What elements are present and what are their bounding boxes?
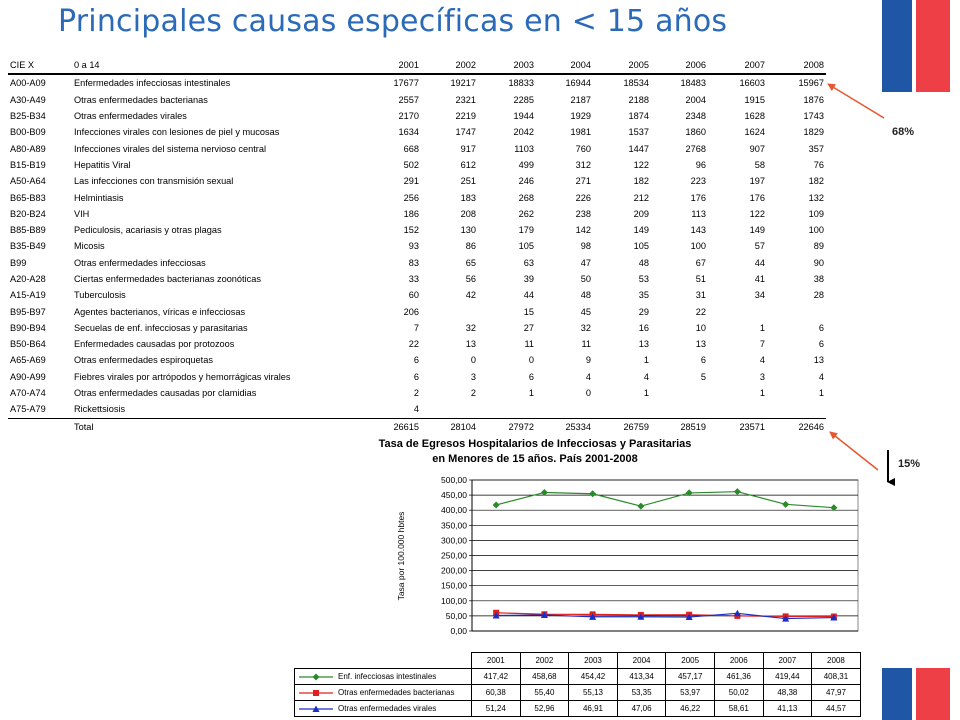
cie-code-cell: B25-B34 bbox=[10, 111, 46, 122]
count-cell: 271 bbox=[575, 176, 591, 187]
count-cell: 7 bbox=[759, 339, 765, 350]
cause-name-cell: Infecciones virales con lesiones de piel y mucosas bbox=[74, 127, 280, 138]
cie-code-cell: A30-A49 bbox=[10, 94, 46, 105]
count-cell: 176 bbox=[749, 192, 765, 203]
count-cell: 42 bbox=[465, 290, 476, 301]
data-label: 41,13 bbox=[763, 701, 812, 717]
cie-code-cell: A65-A69 bbox=[10, 355, 46, 366]
count-cell: 113 bbox=[691, 208, 706, 219]
data-label: 52,96 bbox=[520, 701, 569, 717]
data-table-series-row bbox=[295, 701, 861, 717]
count-cell: 6 bbox=[818, 322, 824, 333]
count-cell: 34 bbox=[754, 290, 765, 301]
count-cell: 41 bbox=[754, 274, 765, 284]
legend-key bbox=[297, 689, 335, 697]
count-cell: 3 bbox=[759, 371, 765, 382]
count-cell: 1 bbox=[528, 388, 534, 399]
cie-code-cell: B35-B49 bbox=[10, 241, 46, 252]
count-cell: 246 bbox=[518, 176, 534, 187]
count-cell: 2348 bbox=[685, 111, 706, 122]
pct-68-label: 68% bbox=[892, 126, 915, 138]
count-cell: 28519 bbox=[651, 418, 708, 435]
count-cell: 4 bbox=[585, 371, 591, 382]
count-cell: 4 bbox=[413, 404, 419, 415]
count-cell: 100 bbox=[690, 241, 706, 252]
data-label: 408,31 bbox=[812, 669, 861, 685]
count-cell: 53 bbox=[638, 274, 649, 284]
count-cell: 22 bbox=[408, 339, 419, 350]
count-cell: 1944 bbox=[513, 111, 534, 122]
data-label: 461,36 bbox=[714, 669, 763, 685]
data-label: 47,97 bbox=[812, 685, 861, 701]
count-cell: 18534 bbox=[623, 78, 649, 89]
cie-code-cell: B95-B97 bbox=[10, 306, 46, 317]
cause-name-cell: Tuberculosis bbox=[74, 290, 126, 301]
count-cell: 98 bbox=[580, 241, 591, 252]
count-cell: 226 bbox=[575, 192, 591, 203]
count-cell: 17677 bbox=[393, 78, 419, 89]
count-cell: 2001 bbox=[364, 57, 421, 74]
count-cell: 22646 bbox=[767, 418, 826, 435]
data-label: 457,17 bbox=[666, 669, 715, 685]
count-cell: 4 bbox=[759, 355, 765, 366]
cause-name-cell: 0 a 14 bbox=[72, 57, 364, 74]
count-cell: 29 bbox=[638, 306, 649, 317]
cause-name-cell: Otras enfermedades causadas por clamidias bbox=[74, 388, 257, 399]
count-cell: 149 bbox=[749, 225, 765, 236]
data-label: 48,38 bbox=[763, 685, 812, 701]
count-cell: 0 bbox=[585, 388, 591, 399]
count-cell: 10 bbox=[695, 322, 706, 333]
count-cell: 179 bbox=[518, 225, 534, 236]
count-cell: 1103 bbox=[514, 143, 534, 154]
count-cell: 2003 bbox=[478, 57, 536, 74]
cause-name-cell: VIH bbox=[74, 208, 90, 219]
count-cell: 5 bbox=[700, 371, 706, 382]
count-cell: 1929 bbox=[570, 111, 591, 122]
x-tick-label: 2003 bbox=[569, 653, 618, 669]
count-cell: 2002 bbox=[421, 57, 478, 74]
y-tick-label: 500,00 bbox=[441, 475, 467, 485]
count-cell: 0 bbox=[470, 355, 476, 366]
data-label: 53,35 bbox=[617, 685, 666, 701]
count-cell: 44 bbox=[523, 290, 534, 301]
count-cell: 1537 bbox=[628, 127, 649, 138]
count-cell: 4 bbox=[818, 371, 824, 382]
count-cell: 2 bbox=[470, 388, 476, 399]
count-cell: 183 bbox=[460, 192, 476, 203]
legend-key bbox=[297, 673, 335, 681]
count-cell: 212 bbox=[633, 192, 649, 203]
count-cell: 6 bbox=[413, 355, 419, 366]
cie-code-cell: A70-A74 bbox=[10, 388, 46, 399]
legend-entry bbox=[295, 685, 472, 701]
x-tick-label: 2002 bbox=[520, 653, 569, 669]
cause-name-cell: Pediculosis, acariasis y otras plagas bbox=[74, 225, 222, 236]
count-cell: 668 bbox=[403, 143, 419, 154]
count-cell: 1915 bbox=[744, 94, 765, 105]
count-cell: 1747 bbox=[455, 127, 476, 138]
count-cell: 13 bbox=[695, 339, 706, 350]
chart-data-table bbox=[294, 652, 861, 717]
cause-name-cell: Otras enfermedades bacterianas bbox=[74, 94, 208, 105]
count-cell: 32 bbox=[580, 322, 591, 333]
count-cell: 90 bbox=[813, 257, 824, 268]
cause-name-cell: Micosis bbox=[74, 241, 105, 252]
count-cell: 58 bbox=[754, 159, 765, 170]
count-cell: 238 bbox=[575, 208, 591, 219]
y-tick-label: 450,00 bbox=[441, 490, 467, 501]
count-cell: 15967 bbox=[798, 78, 824, 89]
y-tick-label: 400,00 bbox=[441, 505, 467, 516]
cie-code-cell: B15-B19 bbox=[10, 159, 46, 170]
count-cell: 6 bbox=[413, 371, 419, 382]
cause-name-cell: Total bbox=[72, 418, 364, 435]
data-label: 417,42 bbox=[472, 669, 521, 685]
cause-name-cell: Otras enfermedades virales bbox=[74, 111, 187, 122]
count-cell: 1743 bbox=[803, 111, 824, 122]
count-cell: 100 bbox=[808, 225, 824, 236]
data-label: 50,02 bbox=[714, 685, 763, 701]
count-cell: 262 bbox=[518, 208, 534, 219]
count-cell: 0 bbox=[528, 355, 534, 366]
data-label: 47,06 bbox=[617, 701, 666, 717]
count-cell: 206 bbox=[403, 306, 419, 317]
count-cell: 499 bbox=[518, 159, 534, 170]
count-cell: 16603 bbox=[739, 78, 765, 89]
count-cell: 2008 bbox=[767, 57, 826, 74]
count-cell: 67 bbox=[695, 257, 706, 268]
count-cell: 109 bbox=[808, 208, 824, 219]
count-cell: 6 bbox=[528, 371, 534, 382]
x-tick-label: 2005 bbox=[666, 653, 715, 669]
count-cell: 132 bbox=[808, 192, 824, 203]
cause-name-cell: Infecciones virales del sistema nervioso central bbox=[74, 143, 267, 154]
data-label: 46,22 bbox=[666, 701, 715, 717]
count-cell: 60 bbox=[408, 290, 419, 301]
count-cell: 2006 bbox=[651, 57, 708, 74]
legend-key bbox=[297, 705, 335, 713]
count-cell: 48 bbox=[638, 257, 649, 268]
data-label: 454,42 bbox=[569, 669, 618, 685]
cie-code-cell: CIE X bbox=[8, 57, 72, 74]
y-tick-label: 0,00 bbox=[450, 626, 467, 636]
data-table-series-row bbox=[295, 669, 861, 685]
count-cell: 291 bbox=[403, 176, 419, 187]
cause-name-cell: Ciertas enfermedades bacterianas zoonóticas bbox=[74, 274, 261, 284]
count-cell: 1 bbox=[759, 322, 765, 333]
y-axis-label: Tasa por 100.000 hbtes bbox=[396, 511, 406, 601]
cause-name-cell: Secuelas de enf. infecciosas y parasitarias bbox=[74, 322, 248, 333]
count-cell: 2 bbox=[413, 388, 419, 399]
count-cell: 2557 bbox=[398, 94, 419, 105]
count-cell: 105 bbox=[518, 241, 534, 252]
cie-code-cell: B00-B09 bbox=[10, 127, 46, 138]
cie-code-cell: A75-A79 bbox=[10, 404, 46, 415]
count-cell: 130 bbox=[460, 225, 476, 236]
legend-entry bbox=[295, 701, 472, 717]
count-cell: 2285 bbox=[513, 94, 534, 105]
count-cell: 96 bbox=[695, 159, 706, 170]
count-cell: 89 bbox=[813, 241, 824, 252]
count-cell: 18483 bbox=[680, 78, 706, 89]
data-label: 51,24 bbox=[472, 701, 521, 717]
count-cell: 105 bbox=[633, 241, 649, 252]
count-cell: 63 bbox=[523, 257, 534, 268]
count-cell: 268 bbox=[518, 192, 534, 203]
x-tick-label: 2008 bbox=[812, 653, 861, 669]
count-cell: 1624 bbox=[744, 127, 765, 138]
count-cell: 1 bbox=[818, 388, 824, 399]
cause-name-cell: Enfermedades infecciosas intestinales bbox=[74, 78, 231, 89]
cie-code-cell: A00-A09 bbox=[10, 78, 46, 89]
count-cell: 1874 bbox=[628, 111, 649, 122]
count-cell: 357 bbox=[808, 143, 824, 154]
count-cell: 25334 bbox=[536, 418, 593, 435]
cause-name-cell: Otras enfermedades espiroquetas bbox=[74, 355, 213, 366]
count-cell: 26615 bbox=[364, 418, 421, 435]
count-cell: 1 bbox=[759, 388, 765, 399]
legend-label: Otras enfermedades virales bbox=[338, 704, 437, 713]
count-cell: 2170 bbox=[398, 111, 419, 122]
count-cell: 13 bbox=[465, 339, 476, 350]
count-cell: 143 bbox=[690, 225, 706, 236]
count-cell: 35 bbox=[638, 290, 649, 301]
cause-name-cell: Las infecciones con transmisión sexual bbox=[74, 176, 234, 187]
count-cell: 45 bbox=[580, 306, 591, 317]
data-label: 53,97 bbox=[666, 685, 715, 701]
data-label: 55,13 bbox=[569, 685, 618, 701]
count-cell: 93 bbox=[408, 241, 419, 252]
count-cell: 2768 bbox=[685, 143, 706, 154]
legend-entry bbox=[295, 669, 472, 685]
cause-name-cell: Hepatitis Viral bbox=[74, 159, 131, 170]
count-cell: 57 bbox=[754, 241, 765, 252]
y-tick-label: 200,00 bbox=[441, 565, 467, 576]
count-cell: 22 bbox=[695, 306, 706, 317]
count-cell: 15 bbox=[523, 306, 534, 317]
cause-name-cell: Helmintiasis bbox=[74, 192, 124, 203]
cie-code-cell: A80-A89 bbox=[10, 143, 46, 154]
count-cell: 16 bbox=[638, 322, 649, 333]
count-cell: 13 bbox=[813, 355, 824, 366]
count-cell: 50 bbox=[580, 274, 591, 284]
count-cell: 4 bbox=[643, 371, 649, 382]
legend-label: Enf. infecciosas intestinales bbox=[338, 672, 437, 681]
count-cell: 223 bbox=[690, 176, 706, 187]
count-cell: 1981 bbox=[570, 127, 591, 138]
y-tick-label: 350,00 bbox=[441, 520, 467, 531]
cause-name-cell: Agentes bacterianos, víricas e infecciosas bbox=[74, 306, 246, 317]
data-label: 419,44 bbox=[763, 669, 812, 685]
count-cell: 19217 bbox=[450, 78, 476, 89]
count-cell: 149 bbox=[633, 225, 649, 236]
y-tick-label: 100,00 bbox=[441, 595, 467, 606]
count-cell: 186 bbox=[403, 208, 419, 219]
count-cell: 142 bbox=[575, 225, 591, 236]
chart-title-line1: Tasa de Egresos Hospitalarios de Infecciosas y Parasitarias bbox=[378, 438, 692, 450]
count-cell: 48 bbox=[580, 290, 591, 301]
count-cell: 76 bbox=[813, 159, 824, 170]
data-table-header-row bbox=[295, 653, 861, 669]
count-cell: 47 bbox=[580, 257, 591, 268]
count-cell: 2321 bbox=[455, 94, 476, 105]
cie-code-cell: A20-A28 bbox=[10, 274, 46, 284]
data-label: 46,91 bbox=[569, 701, 618, 717]
x-tick-label: 2006 bbox=[714, 653, 763, 669]
x-tick-label: 2004 bbox=[617, 653, 666, 669]
count-cell: 11 bbox=[524, 339, 534, 350]
legend-label: Otras enfermedades bacterianas bbox=[338, 688, 455, 697]
count-cell: 13 bbox=[638, 339, 649, 350]
count-cell: 44 bbox=[754, 257, 765, 268]
count-cell: 256 bbox=[403, 192, 419, 203]
count-cell: 907 bbox=[749, 143, 765, 154]
data-table-series-row bbox=[295, 685, 861, 701]
count-cell: 31 bbox=[695, 290, 706, 301]
data-label: 58,61 bbox=[714, 701, 763, 717]
count-cell: 9 bbox=[585, 355, 591, 366]
count-cell: 1 bbox=[643, 355, 649, 366]
count-cell: 182 bbox=[808, 176, 824, 187]
y-tick-label: 250,00 bbox=[441, 550, 467, 561]
count-cell: 86 bbox=[465, 241, 476, 252]
count-cell: 7 bbox=[413, 322, 419, 333]
count-cell: 182 bbox=[633, 176, 649, 187]
cie-code-cell: B50-B64 bbox=[10, 339, 46, 350]
count-cell: 2004 bbox=[536, 57, 593, 74]
y-tick-label: 300,00 bbox=[441, 535, 467, 546]
count-cell: 917 bbox=[460, 143, 476, 154]
count-cell: 2004 bbox=[685, 94, 706, 105]
data-label: 55,40 bbox=[520, 685, 569, 701]
cause-name-cell: Otras enfermedades infecciosas bbox=[74, 257, 206, 268]
cie-code-cell: A50-A64 bbox=[10, 176, 46, 187]
y-tick-label: 150,00 bbox=[441, 580, 467, 591]
count-cell: 28104 bbox=[421, 418, 478, 435]
count-cell: 502 bbox=[403, 159, 419, 170]
count-cell: 760 bbox=[575, 143, 591, 154]
cie-code-cell: B65-B83 bbox=[10, 192, 46, 203]
pct-15-label: 15% bbox=[898, 458, 921, 470]
count-cell: 1628 bbox=[744, 111, 765, 122]
chart-title-line2: en Menores de 15 años. País 2001-2008 bbox=[432, 453, 638, 465]
cie-code-cell: A90-A99 bbox=[10, 371, 46, 382]
count-cell: 65 bbox=[465, 257, 476, 268]
count-cell: 3 bbox=[470, 371, 476, 382]
count-cell: 197 bbox=[749, 176, 765, 187]
count-cell: 209 bbox=[633, 208, 649, 219]
count-cell: 6 bbox=[700, 355, 706, 366]
count-cell: 1447 bbox=[628, 143, 649, 154]
count-cell: 122 bbox=[633, 159, 649, 170]
count-cell: 33 bbox=[408, 274, 419, 284]
count-cell: 16944 bbox=[565, 78, 591, 89]
count-cell: 251 bbox=[460, 176, 476, 187]
count-cell: 39 bbox=[523, 274, 534, 284]
count-cell: 26759 bbox=[593, 418, 651, 435]
count-cell: 32 bbox=[465, 322, 476, 333]
data-label: 458,68 bbox=[520, 669, 569, 685]
count-cell: 18833 bbox=[508, 78, 534, 89]
count-cell: 27 bbox=[523, 322, 534, 333]
count-cell: 51 bbox=[695, 274, 706, 284]
cie-code-cell: B20-B24 bbox=[10, 208, 46, 219]
count-cell: 27972 bbox=[478, 418, 536, 435]
count-cell: 2007 bbox=[708, 57, 767, 74]
count-cell: 122 bbox=[749, 208, 765, 219]
count-cell: 83 bbox=[408, 257, 419, 268]
slide-title: Principales causas específicas en < 15 años bbox=[58, 4, 728, 39]
count-cell: 2005 bbox=[593, 57, 651, 74]
data-label: 413,34 bbox=[617, 669, 666, 685]
count-cell: 2187 bbox=[570, 94, 591, 105]
cie-code-cell: B99 bbox=[10, 257, 27, 268]
count-cell: 38 bbox=[813, 274, 824, 284]
x-tick-label: 2001 bbox=[472, 653, 521, 669]
y-tick-label: 50,00 bbox=[445, 610, 467, 621]
count-cell: 612 bbox=[460, 159, 476, 170]
count-cell: 176 bbox=[690, 192, 706, 203]
count-cell: 6 bbox=[818, 339, 824, 350]
count-cell: 1 bbox=[643, 388, 649, 399]
data-point bbox=[313, 690, 319, 696]
cause-name-cell: Rickettsiosis bbox=[74, 404, 126, 415]
cie-code-cell: B90-B94 bbox=[10, 322, 46, 333]
count-cell: 1860 bbox=[685, 127, 706, 138]
count-cell: 152 bbox=[403, 225, 419, 236]
count-cell: 312 bbox=[575, 159, 591, 170]
data-point bbox=[313, 673, 320, 680]
cause-name-cell: Fiebres virales por artrópodos y hemorrágicas virales bbox=[74, 371, 291, 382]
x-tick-label: 2007 bbox=[763, 653, 812, 669]
count-cell: 23571 bbox=[708, 418, 767, 435]
cause-name-cell: Enfermedades causadas por protozoos bbox=[74, 339, 235, 350]
cie-code-cell: B85-B89 bbox=[10, 225, 46, 236]
count-cell: 1634 bbox=[398, 127, 419, 138]
count-cell: 56 bbox=[465, 274, 476, 284]
count-cell: 2219 bbox=[455, 111, 476, 122]
count-cell: 1876 bbox=[803, 94, 824, 105]
data-label: 60,38 bbox=[472, 685, 521, 701]
count-cell: 28 bbox=[813, 290, 824, 301]
count-cell: 1829 bbox=[803, 127, 824, 138]
count-cell: 11 bbox=[581, 339, 591, 350]
count-cell: 2188 bbox=[628, 94, 649, 105]
count-cell: 2042 bbox=[513, 127, 534, 138]
cie-code-cell: A15-A19 bbox=[10, 290, 46, 301]
data-label: 44,57 bbox=[812, 701, 861, 717]
count-cell: 208 bbox=[460, 208, 476, 219]
data-table-corner bbox=[295, 653, 472, 669]
